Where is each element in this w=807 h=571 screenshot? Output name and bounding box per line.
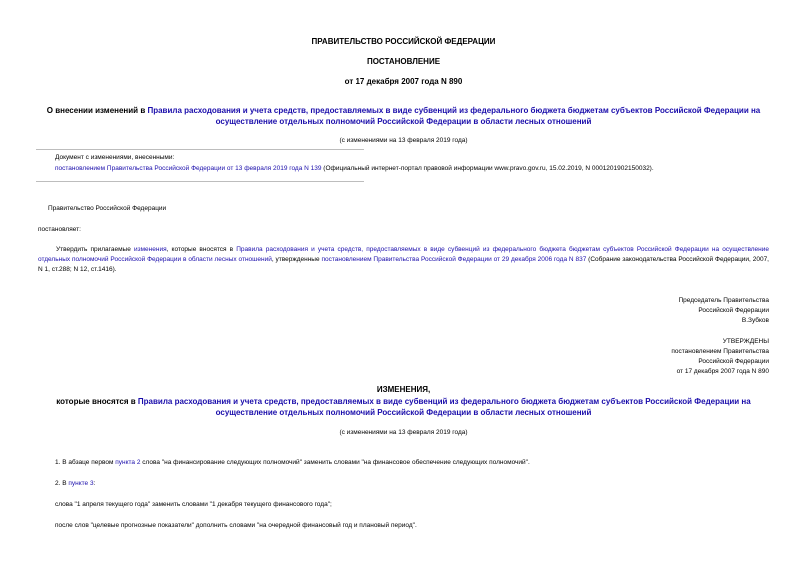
item1-text-1: 1. В абзаце первом	[55, 459, 116, 466]
amendment-publication: (Официальный интернет-портал правовой информации www.pravo.gov.ru, 15.02.2019, N 0001201902150032).	[321, 165, 654, 172]
decree-837-link[interactable]: постановлением Правительства Российской Федерации от 29 декабря 2006 года N 837	[321, 256, 587, 263]
signature-country: Российской Федерации	[698, 307, 769, 314]
paragraph-text-4: (Собрание законодательства Российской Федерации, 2007, N 1, ст.288; N 12, ст.1416).	[38, 256, 769, 273]
approval-block	[671, 337, 769, 377]
signature-position: Председатель Правительства	[678, 297, 769, 304]
amendment-decree-link[interactable]: постановлением Правительства Российской Федерации от 13 февраля 2019 года N 139	[55, 165, 322, 172]
item2-text-1: 2. В	[55, 480, 69, 487]
changes-subtitle	[32, 396, 775, 418]
document-title	[32, 105, 775, 127]
change-item-2	[55, 479, 95, 489]
amendment-label: Документ с изменениями, внесенными:	[55, 154, 175, 161]
paragraph-text-2: , которые вносятся в	[166, 246, 237, 253]
approval-country: Российской Федерации	[698, 358, 769, 365]
changes-sub-prefix: которые вносятся в	[56, 397, 138, 406]
point-2-link[interactable]: пункта 2	[115, 459, 141, 466]
approval-by: постановлением Правительства	[671, 348, 769, 355]
change-item-2-line-1: слова "1 апреля текущего года" заменить словами "1 декабря текущего финансового года";	[55, 501, 332, 508]
changes-rules-link[interactable]: Правила расходования и учета средств, предоставляемых в виде субвенций из федерального бюджета бюджетам субъектов Российской Федерации на осуществление отдельных полномочий Российской Федерации в области лесных отношений	[137, 397, 751, 417]
divider-bottom	[36, 181, 364, 182]
amended-note: (с изменениями на 13 февраля 2019 года)	[339, 137, 468, 144]
item1-text-2: слова "на финансирование следующих полномочий" заменить словами "на финансовое обеспечение следующих полномочий".	[140, 459, 530, 466]
approval-status: УТВЕРЖДЕНЫ	[722, 338, 769, 345]
point-3-link[interactable]: пункте 3	[68, 480, 94, 487]
change-item-2-line-2: после слов "целевые прогнозные показатели" дополнить словами "на очередной финансовый год и плановый период".	[55, 522, 417, 529]
changes-link[interactable]: изменения	[133, 246, 167, 253]
signature-name: В.Зубков	[741, 317, 769, 324]
government-preamble: Правительство Российской Федерации	[48, 205, 167, 212]
document-date-number: от 17 декабря 2007 года N 890	[344, 77, 463, 86]
signature-block	[678, 296, 769, 326]
document-type: ПОСТАНОВЛЕНИЕ	[366, 57, 441, 66]
approval-date: от 17 декабря 2007 года N 890	[676, 368, 769, 375]
title-prefix: О внесении изменений в	[46, 106, 148, 115]
changes-amended-note: (с изменениями на 13 февраля 2019 года)	[339, 429, 468, 436]
paragraph-text-1: Утвердить прилагаемые	[56, 246, 134, 253]
resolves-text: постановляет:	[38, 226, 81, 233]
changes-heading: ИЗМЕНЕНИЯ,	[376, 385, 431, 394]
government-name: ПРАВИТЕЛЬСТВО РОССИЙСКОЙ ФЕДЕРАЦИИ	[311, 37, 496, 46]
paragraph-text-3: , утвержденные	[271, 256, 322, 263]
change-item-1	[55, 458, 530, 468]
amendment-source	[55, 164, 775, 174]
rules-link-2[interactable]: Правила расходования и учета средств, предоставляемых в виде субвенций из федерального бюджета бюджетам субъектов Российской Федерации на осуществление отдельных полномочий Российской Федерации в области лесных отношений	[38, 246, 770, 263]
rules-link[interactable]: Правила расходования и учета средств, предоставляемых в виде субвенций из федерального бюджета бюджетам субъектов Российской Федерации на осуществление отдельных полномочий Российской Федерации в области лесных отношений	[147, 106, 761, 126]
divider-top	[36, 149, 364, 150]
item2-text-2: :	[93, 480, 96, 487]
main-paragraph	[38, 245, 769, 275]
